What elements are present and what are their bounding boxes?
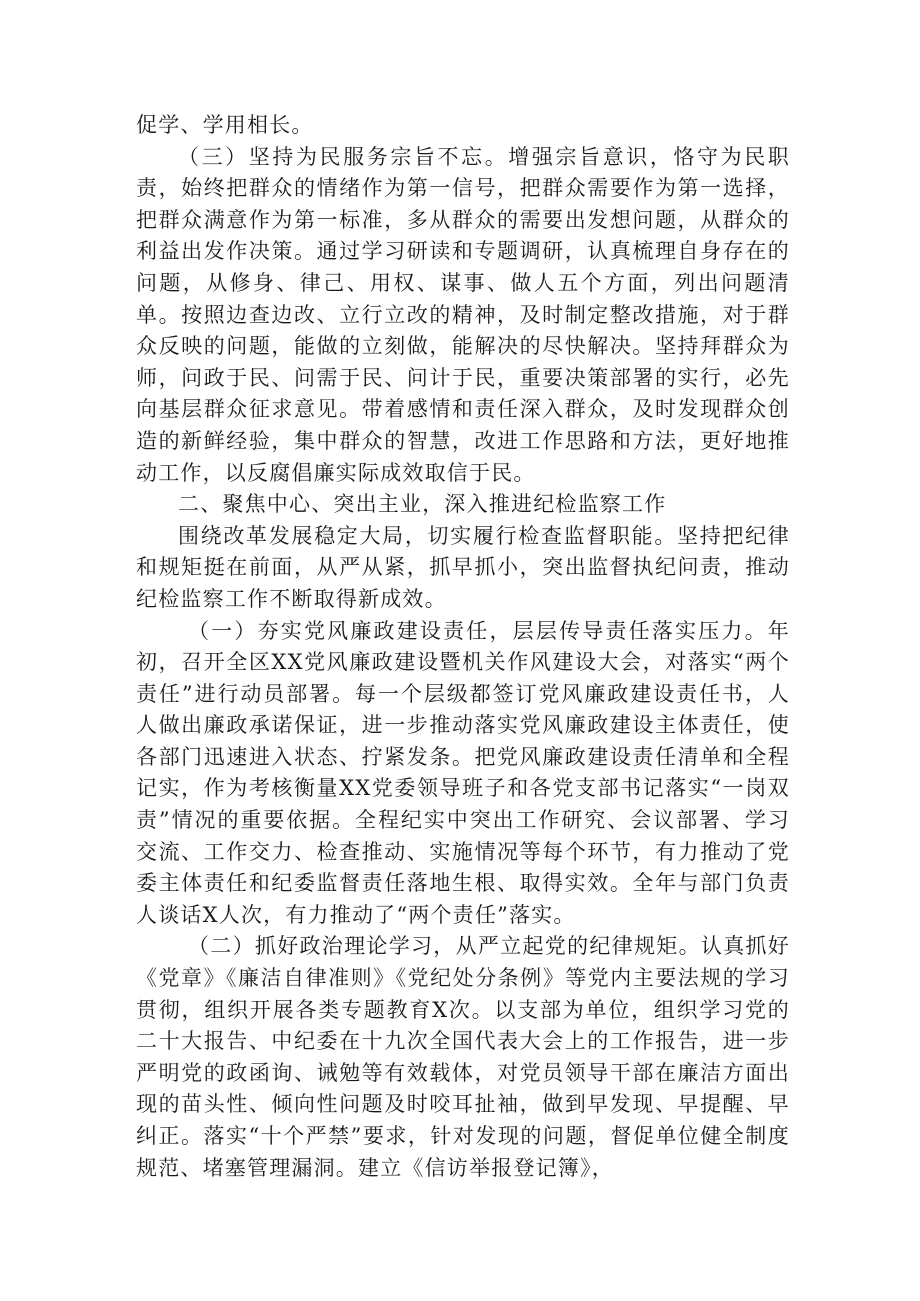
paragraph-section-2-intro: 围绕改革发展稳定大局，切实履行检查监督职能。坚持把纪律和规矩挺在前面，从严从紧，抓早抓小，突出监督执纪问责，推动纪检监察工作不断取得新成效。	[136, 523, 790, 611]
page-body-text	[136, 110, 790, 1184]
paragraph-section-3-serve-people: （三）坚持为民服务宗旨不忘。增强宗旨意识，恪守为民职责，始终把群众的情绪作为第一信号，把群众需要作为第一选择，把群众满意作为第一标准，多从群众的需要出发想问题，从群众的利益出发作决策。通过学习研读和专题调研，认真梳理自身存在的问题，从修身、律己、用权、谋事、做人五个方面，列出问题清单。按照边查边改、立行立改的精神，及时制定整改措施，对于群众反映的问题，能做的立刻做，能解决的尽快解决。坚持拜群众为师，问政于民、问需于民、问计于民，重要决策部署的实行，必先向基层群众征求意见。带着感情和责任深入群众，及时发现群众创造的新鲜经验，集中群众的智慧，改进工作思路和方法，更好地推动工作，以反腐倡廉实际成效取信于民。	[136, 144, 790, 485]
section-heading-2: 二、聚焦中心、突出主业，深入推进纪检监察工作	[178, 492, 667, 517]
paragraph-subsection-1-responsibility: （一）夯实党风廉政建设责任，层层传导责任落实压力。年初，召开全区XX党风廉政建设暨机关作风建设大会，对落实“两个责任”进行动员部署。每一个层级都签订党风廉政建设责任书，人人做出廉政承诺保证，进一步推动落实党风廉政建设主体责任，使各部门迅速进入状态、拧紧发条。把党风廉政建设责任清单和全程记实，作为考核衡量XX党委领导班子和各党支部书记落实“一岗双责”情况的重要依据。全程纪实中突出工作研究、会议部署、学习交流、工作交力、检查推动、实施情况等每个环节，有力推动了党委主体责任和纪委监督责任落地生根、取得实效。全年与部门负责人谈话X人次，有力推动了“两个责任”落实。	[136, 618, 790, 927]
paragraph-subsection-2-political-study: （二）抓好政治理论学习，从严立起党的纪律规矩。认真抓好《党章》《廉洁自律准则》《党纪处分条例》等党内主要法规的学习贯彻，组织开展各类专题教育X次。以支部为单位，组织学习党的二十大报告、中纪委在十九次全国代表大会上的工作报告，进一步严明党的政函询、诫勉等有效载体，对党员领导干部在廉洁方面出现的苗头性、倾向性问题及时咬耳扯袖，做到早发现、早提醒、早纠正。落实“十个严禁”要求，针对发现的问题，督促单位健全制度规范、堵塞管理漏洞。建立《信访举报登记簿》，	[136, 934, 790, 1180]
paragraph-continuation: 促学、学用相长。	[136, 113, 314, 137]
